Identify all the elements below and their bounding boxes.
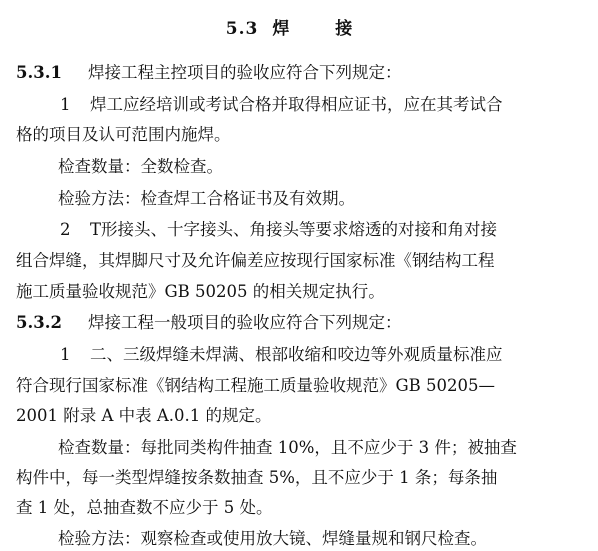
item-number: 2 [60,220,71,239]
item-1-line-2: 格的项目及认可范围内施焊。 [16,125,231,144]
clause-5-3-2-heading [16,313,586,333]
item-text: 焊工应经培训或考试合格并取得相应证书，应在其考试合 [90,95,503,114]
clause-title: 焊接工程主控项目的验收应符合下列规定： [88,63,402,82]
check-quantity-line-2: 构件中，每一类型焊缝按条数抽查 5%，且不应少于 1 条；每条抽 [16,468,498,487]
check-quantity: 检查数量：全数检查。 [58,157,223,176]
check-method: 检验方法：观察检查或使用放大镜、焊缝量规和钢尺检查。 [58,529,487,548]
item-2-line-3: 施工质量验收规范》GB 50205 的相关规定执行。 [16,282,385,301]
clause-5-3-1-heading [16,63,586,83]
item-2-line-2: 组合焊缝，其焊脚尺寸及允许偏差应按现行国家标准《钢结构工程 [16,251,495,270]
section-heading [0,14,598,39]
check-quantity-line-1: 检查数量：每批同类构件抽查 10%，且不应少于 3 件；被抽查 [58,438,517,457]
item-text: T形接头、十字接头、角接头等要求熔透的对接和角对接 [90,220,498,239]
clause-number: 5.3.1 [16,63,62,82]
item-number: 1 [60,345,71,364]
item-number: 1 [60,95,71,114]
clause-title: 焊接工程一般项目的验收应符合下列规定： [88,313,402,332]
section-title: 焊 接 [272,19,373,39]
clause-number: 5.3.2 [16,313,62,332]
item-2-line-1 [60,220,586,240]
item-1-line-2: 符合现行国家标准《钢结构工程施工质量验收规范》GB 50205— [16,376,496,395]
check-quantity-line-3: 查 1 处，总抽查数不应少于 5 处。 [16,498,273,517]
section-number: 5.3 [225,19,259,39]
item-text: 二、三级焊缝未焊满、根部收缩和咬边等外观质量标准应 [90,345,503,364]
item-1-line-3: 2001 附录 A 中表 A.0.1 的规定。 [16,406,272,425]
check-method: 检验方法：检查焊工合格证书及有效期。 [58,189,355,208]
item-1-line-1 [60,345,586,365]
item-1-line-1 [60,95,586,115]
